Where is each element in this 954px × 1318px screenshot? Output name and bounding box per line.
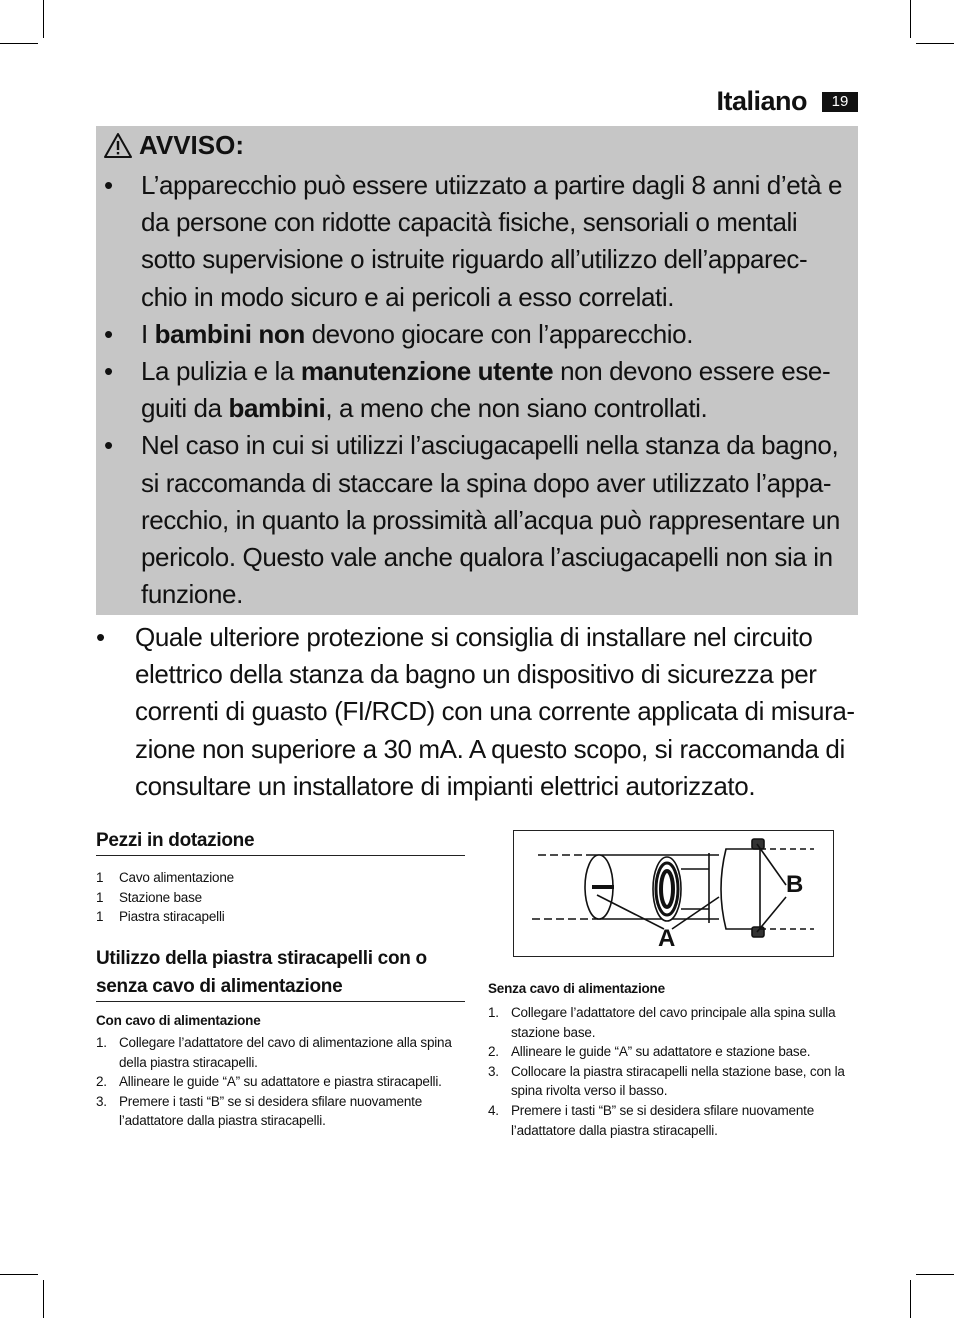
supplied-list	[96, 868, 465, 927]
without-cable-heading: Senza cavo di alimentazione	[488, 981, 665, 996]
bullet-icon: •	[104, 430, 113, 461]
step-text: Allineare le guide “A” su adattatore e piastra stiracapelli.	[119, 1074, 442, 1090]
warning-item	[104, 353, 849, 427]
step-text: Premere i tasti “B” se si desidera sfilare nuovamente l’adattatore dalla piastra stiracapelli.	[511, 1102, 815, 1138]
crop-mark	[910, 1280, 911, 1318]
usage-heading: Utilizzo della piastra stiracapelli con o senza cavo di alimentazione	[96, 945, 465, 1002]
emphasis-text: manutenzione utente	[300, 356, 554, 387]
adapter-figure	[513, 830, 834, 957]
warning-item	[104, 167, 849, 316]
crop-mark	[916, 1274, 954, 1275]
step-number: 1.	[488, 1005, 499, 1020]
protection-item	[96, 619, 858, 805]
step-number: 3.	[96, 1093, 107, 1109]
step-number: 4.	[488, 1102, 499, 1118]
bullet-icon: •	[104, 170, 113, 200]
crop-mark	[910, 0, 911, 38]
step-text: Collegare l’adattatore del cavo principale alla spina sulla stazione base.	[511, 1005, 836, 1040]
warning-text: Nel caso in cui si utilizzi l’asciugacapelli nella stanza da bagno, si raccomanda di staccare la spina dopo aver utilizzato l’appa-recchio, in quanto la prossimità all’acqua può rappresentare un pericolo. Questo vale anche qualora l’asciugacapelli non sia in funzione.	[141, 430, 840, 610]
item-quantity: 1	[96, 870, 104, 885]
with-cable-steps	[96, 1033, 465, 1131]
without-cable-step	[488, 1101, 858, 1140]
without-cable-step	[488, 1003, 858, 1042]
item-quantity: 1	[96, 889, 104, 905]
warning-title	[103, 130, 244, 161]
with-cable-step	[96, 1033, 465, 1072]
item-label: Cavo alimentazione	[119, 870, 234, 885]
warning-item	[104, 427, 849, 613]
bullet-icon: •	[96, 622, 105, 652]
label-b: B	[786, 871, 804, 898]
step-text: Collocare la piastra stiracapelli nella stazione base, con la spina rivolta verso il basso.	[511, 1063, 845, 1099]
with-cable-step	[96, 1092, 465, 1131]
supplied-heading: Pezzi in dotazione	[96, 827, 465, 856]
without-cable-step	[488, 1062, 858, 1101]
supplied-item	[96, 868, 465, 888]
crop-mark	[43, 0, 44, 38]
warning-text: , a meno che non siano controllati.	[325, 393, 708, 424]
emphasis-text: bambini	[228, 393, 326, 424]
step-number: 1.	[96, 1035, 107, 1050]
warning-text: La pulizia e la	[141, 356, 301, 387]
step-text: Premere i tasti “B” se si desidera sfilare nuovamente l’adattatore dalla piastra stiracapelli.	[119, 1093, 423, 1129]
warning-text: I	[141, 318, 155, 349]
supplied-item	[96, 888, 465, 908]
item-quantity: 1	[96, 909, 104, 925]
crop-mark	[43, 1280, 44, 1318]
without-cable-steps	[488, 1003, 858, 1140]
without-cable-step	[488, 1042, 858, 1062]
warning-title-text: AVVISO:	[139, 130, 244, 160]
supplied-item	[96, 907, 465, 927]
warning-text: non devono essere ese-guiti da	[141, 356, 831, 424]
warning-list	[104, 167, 849, 613]
bullet-icon: •	[104, 356, 113, 387]
page-number: 19	[822, 92, 858, 112]
warning-text: L’apparecchio può essere utiizzato a partire dagli 8 anni d’età e da persone con ridotte capacità fisiche, sensoriali o mentali sotto supervisione o istruite riguardo all’utilizzo dell’apparec-chio in modo sicuro e ai pericoli a esso correlati.	[141, 170, 843, 312]
crop-mark	[916, 43, 954, 44]
warning-item	[104, 316, 849, 353]
protection-text: Quale ulteriore protezione si consiglia di installare nel circuito elettrico della stanza da bagno un dispositivo di sicurezza per correnti di guasto (FI/RCD) con una corrente applicata di misura-zione non superiore a 30 mA. A questo scopo, si raccomanda di consultare un installatore di impianti elettrici autorizzato.	[135, 622, 855, 801]
warning-text: devono giocare con l’apparecchio.	[304, 318, 694, 349]
label-a: A	[658, 925, 676, 952]
step-number: 2.	[488, 1044, 499, 1060]
item-label: Stazione base	[119, 889, 202, 905]
step-number: 3.	[488, 1063, 499, 1079]
with-cable-step	[96, 1072, 465, 1092]
with-cable-heading: Con cavo di alimentazione	[96, 1013, 261, 1028]
emphasis-text: bambini non	[154, 318, 305, 349]
language-label: Italiano	[716, 86, 807, 116]
crop-mark	[0, 43, 38, 44]
protection-list	[96, 619, 858, 805]
bullet-icon: •	[104, 318, 113, 349]
step-number: 2.	[96, 1074, 107, 1090]
item-label: Piastra stiracapelli	[119, 909, 225, 925]
crop-mark	[0, 1274, 38, 1275]
warning-triangle-icon	[103, 132, 133, 159]
step-text: Collegare l’adattatore del cavo di alimentazione alla spina della piastra stiracapelli.	[119, 1035, 452, 1070]
step-text: Allineare le guide “A” su adattatore e stazione base.	[511, 1044, 811, 1060]
